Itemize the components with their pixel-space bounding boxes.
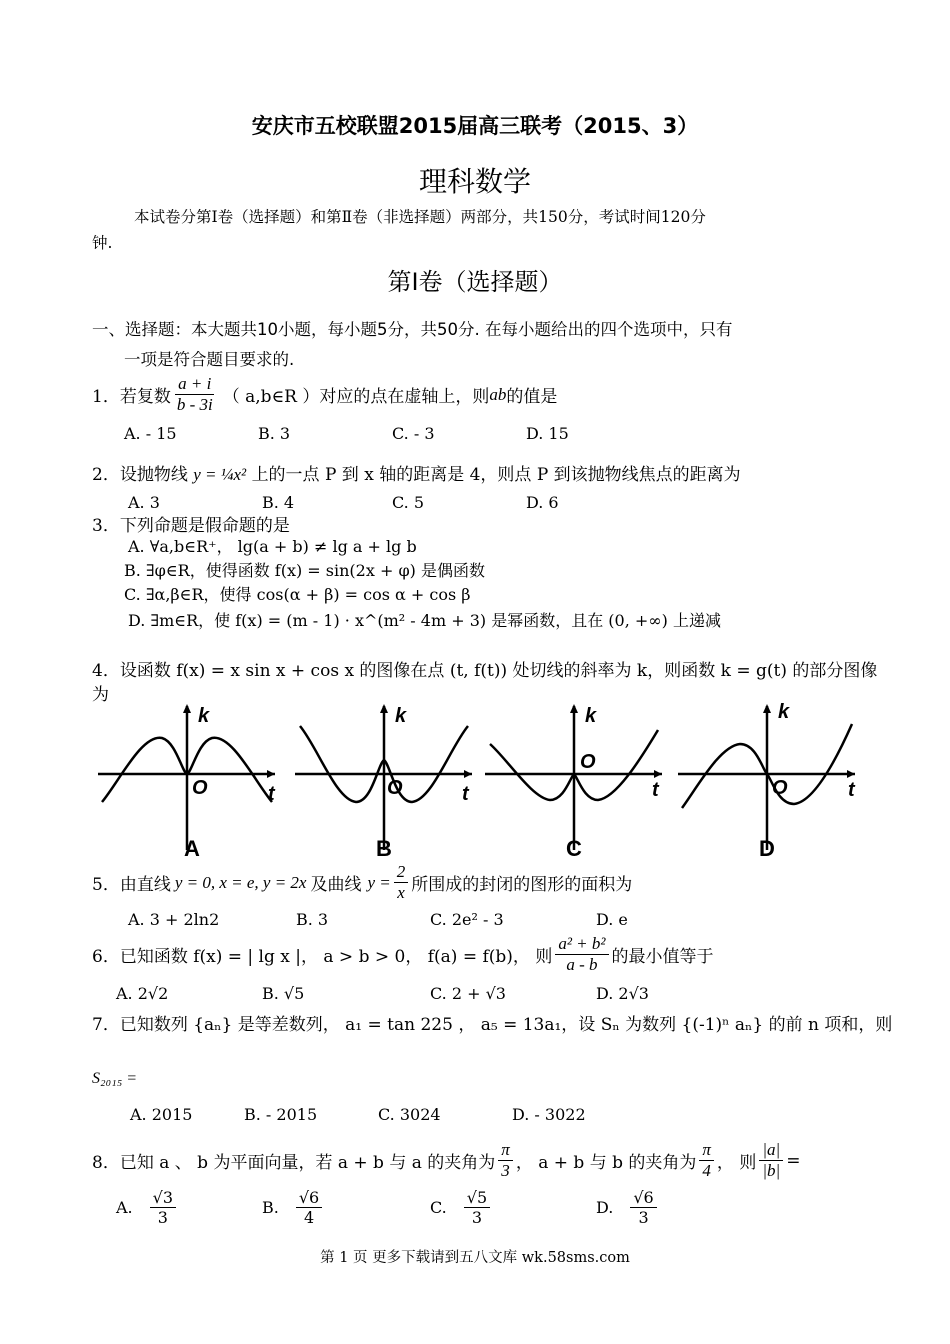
graph-a-origin: O [192, 777, 208, 799]
q7-option-a: A. 2015 [130, 1105, 193, 1124]
q5-tail: 所围成的封闭的图形的面积为 [411, 875, 633, 896]
q1-option-b: B. 3 [258, 424, 291, 443]
q2-option-b: B. 4 [262, 493, 295, 512]
q8-option-a-fraction [150, 1188, 176, 1227]
q2-expression: y = ¼x² [193, 465, 247, 484]
graph-a-k-label: k [198, 705, 210, 727]
graph-label-a: A [184, 836, 200, 861]
question-7: 7．已知数列 {aₙ} 是等差数列， a₁ = tan 225 ， a₅ = 13a₁，设 Sₙ 为数列 {(-1)ⁿ aₙ} 的前 n 项和，则 [92, 1015, 893, 1035]
graph-b-origin: O [387, 777, 403, 799]
q2-prefix: 2．设抛物线 [92, 465, 188, 485]
q8-option-d-den: 3 [638, 1208, 649, 1228]
q8-f2-numerator: π [699, 1140, 714, 1161]
q8-fraction-2 [699, 1140, 714, 1182]
q1-end: 的值是 [506, 387, 558, 408]
q5-option-a: A. 3 + 2ln2 [128, 910, 220, 929]
q3-option-a: A. ∀a,b∈R⁺， lg(a + b) ≠ lg a + lg b [128, 537, 417, 556]
graph-c-origin: O [580, 751, 596, 773]
q5-prefix: 5．由直线 [92, 875, 171, 896]
question-5 [92, 862, 632, 904]
q1-denominator: b - 3i [176, 395, 213, 415]
question-4-line-2: 为 [92, 685, 109, 705]
q6-tail: 的最小值等于 [611, 947, 714, 968]
graph-c [485, 704, 662, 850]
q5-option-c: C. 2e² - 3 [430, 910, 504, 929]
graph-d-t-label: t [848, 779, 855, 801]
q6-option-c: C. 2 + √3 [430, 984, 506, 1003]
q5-fraction [394, 862, 409, 904]
graph-a [98, 704, 275, 850]
graph-b-t-label: t [462, 783, 469, 805]
graph-b [295, 704, 472, 850]
question-8 [92, 1140, 800, 1182]
q8-option-a-label: A. [116, 1198, 133, 1218]
question-4-line-1: 4．设函数 f(x) = x sin x + cos x 的图像在点 (t, f(t)) 处切线的斜率为 k，则函数 k = g(t) 的部分图像 [92, 661, 878, 681]
q5-expression: y = 0, x = e, y = 2x [174, 872, 307, 892]
q8-fraction-1 [498, 1140, 513, 1182]
q8-mid: ， a + b 与 b 的夹角为 [515, 1153, 697, 1174]
q7-option-b: B. - 2015 [244, 1105, 318, 1124]
page-footer: 第 1 页 更多下载请到五八文库 wk.58sms.com [320, 1250, 630, 1266]
q8-option-a-den: 3 [157, 1208, 168, 1228]
q8-tail: ， 则 [716, 1153, 757, 1174]
q5-option-d: D. e [596, 910, 628, 929]
q1-option-d: D. 15 [526, 424, 569, 443]
q1-ab: ab [489, 384, 507, 404]
graph-label-c: C [566, 836, 582, 861]
q5-mid: 及曲线 [310, 875, 362, 896]
graph-a-t-label: t [268, 783, 275, 805]
graph-c-k-label: k [585, 705, 597, 727]
intro-line-1: 本试卷分第Ⅰ卷（选择题）和第Ⅱ卷（非选择题）两部分，共150分，考试时间120分 [134, 208, 706, 226]
q1-fraction [174, 374, 216, 416]
q8-option-c-label: C. [430, 1198, 447, 1218]
q8-equals: = [786, 1150, 801, 1171]
q8-option-c-num: √5 [464, 1188, 490, 1208]
q8-f1-numerator: π [498, 1140, 513, 1161]
q8-option-b [262, 1188, 325, 1227]
q1-option-a: A. - 15 [124, 424, 177, 443]
question-2 [92, 460, 741, 485]
q8-option-b-label: B. [262, 1198, 279, 1218]
q8-option-d [596, 1188, 660, 1227]
q8-ratio-denominator: |b| [762, 1161, 781, 1181]
volume-title: 第Ⅰ卷（选择题） [387, 268, 563, 296]
question-1 [92, 374, 557, 416]
q8-option-d-num: √6 [630, 1188, 656, 1208]
q8-option-c-fraction [464, 1188, 490, 1227]
q8-option-d-label: D. [596, 1198, 614, 1218]
graph-c-t-label: t [652, 779, 659, 801]
q8-option-d-fraction [630, 1188, 656, 1227]
q1-option-c: C. - 3 [392, 424, 435, 443]
q8-option-b-fraction [296, 1188, 322, 1227]
q5-option-b: B. 3 [296, 910, 329, 929]
q8-option-a-num: √3 [150, 1188, 176, 1208]
q6-option-a: A. 2√2 [116, 984, 169, 1003]
q1-condition: （ a,b∈R ） [222, 387, 320, 408]
graph-label-d: D [759, 836, 775, 861]
q3-option-c: C. ∃α,β∈R，使得 cos(α + β) = cos α + cos β [124, 585, 471, 604]
section-instruction-2: 一项是符合题目要求的. [124, 350, 295, 369]
q3-option-d: D. ∃m∈R，使 f(x) = (m - 1) · x^(m² - 4m + 3) 是幂函数，且在 (0, +∞) 上递减 [128, 611, 721, 630]
q8-ratio-numerator: |a| [759, 1140, 783, 1161]
question-6 [92, 934, 714, 976]
graph-label-b: B [376, 836, 392, 861]
q2-option-d: D. 6 [526, 493, 559, 512]
q8-f2-denominator: 4 [702, 1161, 711, 1181]
q7-option-c: C. 3024 [378, 1105, 441, 1124]
section-instruction-1: 一、选择题：本大题共10小题，每小题5分，共50分. 在每小题给出的四个选项中，只有 [92, 320, 733, 339]
intro-line-2: 钟. [92, 234, 113, 252]
q1-numerator: a + i [175, 374, 214, 395]
q8-option-c [430, 1188, 493, 1227]
graph-d [678, 704, 855, 850]
q5-curve-lhs: y = [367, 872, 391, 892]
q6-option-b: B. √5 [262, 984, 305, 1003]
q8-option-b-num: √6 [296, 1188, 322, 1208]
q5-denominator: x [397, 883, 405, 903]
q8-stem: 8．已知 a 、 b 为平面向量，若 a + b 与 a 的夹角为 [92, 1153, 496, 1174]
exam-title: 安庆市五校联盟2015届高三联考（2015、3） [251, 114, 699, 138]
q1-tail: 对应的点在虚轴上，则 [319, 387, 490, 408]
q3-option-b: B. ∃φ∈R，使得函数 f(x) = sin(2x + φ) 是偶函数 [124, 561, 485, 580]
q2-option-a: A. 3 [128, 493, 160, 512]
q8-ratio [759, 1140, 783, 1182]
graph-b-k-label: k [395, 705, 407, 727]
q7-option-d: D. - 3022 [512, 1105, 586, 1124]
graph-d-k-label: k [778, 701, 790, 723]
q8-option-a [116, 1188, 179, 1227]
q2-option-c: C. 5 [392, 493, 425, 512]
q2-tail: 上的一点 P 到 x 轴的距离是 4，则点 P 到该抛物线焦点的距离为 [251, 465, 741, 485]
q8-option-b-den: 4 [303, 1208, 315, 1228]
q8-f1-denominator: 3 [501, 1161, 510, 1181]
q1-prefix: 1．若复数 [92, 387, 171, 408]
question-3: 3．下列命题是假命题的是 [92, 516, 290, 536]
q8-option-c-den: 3 [471, 1208, 483, 1228]
q6-option-d: D. 2√3 [596, 984, 649, 1003]
graph-d-origin: O [772, 777, 788, 799]
q5-numerator: 2 [394, 862, 409, 883]
q6-stem: 6．已知函数 f(x) = | lg x |， a > b > 0， f(a) = f(b)， 则 [92, 947, 553, 968]
q6-fraction [555, 934, 608, 976]
q6-denominator: a - b [566, 955, 598, 975]
q7-s2015: S₂₀₁₅ = [92, 1070, 138, 1087]
q6-numerator: a² + b² [555, 934, 608, 955]
subject-title: 理科数学 [418, 165, 531, 198]
